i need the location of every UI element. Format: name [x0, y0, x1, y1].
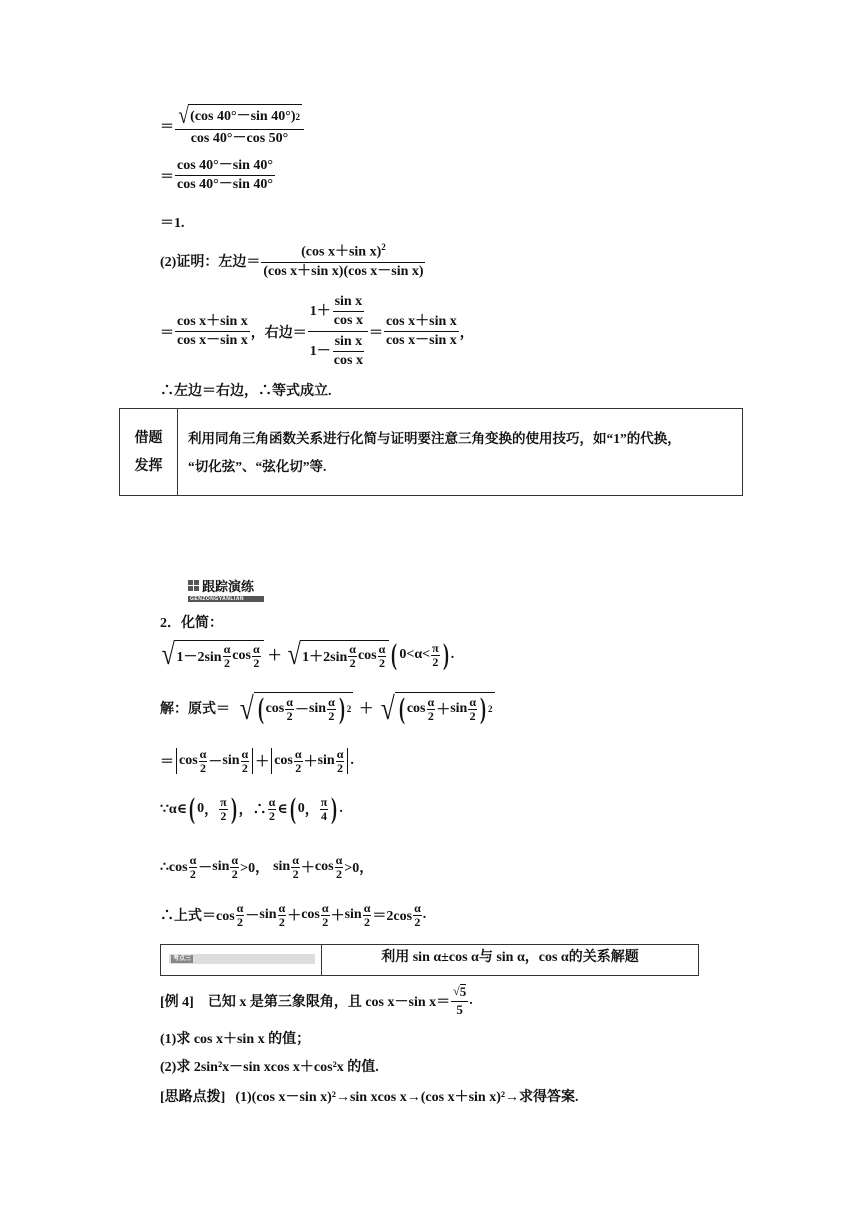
half-alpha [236, 902, 245, 928]
denominator: cos 40°－cos 50° [190, 131, 289, 146]
eq-step-3: ＝1. [160, 216, 185, 231]
sqrt: √ 1－2sin $\frac{\alpha}{2}$ cos $\frac{\alpha}{2}$ [160, 640, 264, 670]
half-alpha [285, 696, 294, 722]
numerator: α [349, 641, 356, 656]
sqrt5-over-5: √ 5 5 [453, 984, 467, 1017]
half-alpha [252, 643, 261, 669]
denominator: 2 [427, 708, 434, 723]
solution-label: 解：原式＝ [160, 702, 230, 717]
sqrt: √ 1＋2sin $\frac{\alpha}{2}$ cos $\frac{\alpha}{2}$ [286, 640, 390, 670]
numerator: α [335, 853, 343, 867]
equals-sign: ＝ [160, 325, 174, 341]
right-label: ，右边＝ [250, 325, 307, 341]
denominator: 2 [414, 914, 421, 929]
numerator: α [241, 747, 249, 761]
question-2: 2．化简： [160, 616, 223, 631]
numerator: α [278, 901, 286, 915]
denominator: 2 [223, 655, 230, 670]
numerator: 5 [459, 984, 467, 999]
section-tag: 考点三 [173, 956, 192, 962]
tip-box [119, 408, 743, 496]
proof-rhs: ＝ $\frac{\text{cos x＋sin x}}{\text{cos x－sin x}}$ ，右边＝ 1＋ $\frac{\text{sin x}}{\text{cos x}}$ 1－ $\frac{\text{sin x}}{\text{cos x}}$ ＝ $\frac{\text{cos x＋sin x}}{\text{cos x－sin x}}$ ， [160, 294, 474, 369]
denominator: 2 [241, 760, 248, 775]
numerator: α [223, 641, 231, 656]
denominator: 2 [328, 708, 335, 723]
tip-content-line1: 利用同角三角函数关系进行化简与证明要注意三角变换的使用技巧，如“1”的代换， [188, 431, 681, 446]
therefore-cos: ∴cos [160, 859, 188, 875]
denominator: 2 [253, 655, 260, 670]
equals-sign: ＝ [160, 169, 174, 185]
practice-header [188, 576, 264, 602]
hint-label: [思路点拨] [160, 1090, 226, 1105]
example-label: [例 4] [160, 994, 194, 1010]
cos-text: cos [179, 753, 198, 769]
cos-text: cos [314, 859, 334, 875]
divider [177, 409, 178, 495]
numerator: α [268, 794, 276, 809]
therefore-text: ，∴ [238, 803, 267, 818]
denominator: (cos x＋sin x)(cos x－sin x) [263, 263, 424, 279]
denominator: cos x－sin x [177, 333, 248, 349]
pi-over-2 [219, 796, 228, 822]
numerator: α [363, 901, 371, 915]
practice-subtitle: GENZONGYANLIAN [188, 596, 264, 602]
numerator: π [320, 794, 328, 809]
tip-content [188, 425, 736, 481]
denominator: 2 [335, 866, 342, 881]
denominator: cos x [333, 353, 363, 369]
sqrt: √ ( cos $\frac{\alpha}{2}$ ＋ sin $\frac{\alpha}{2}$ ) 2 [381, 690, 493, 726]
numerator: cos x＋sin x [175, 314, 250, 332]
numerator: sin x [333, 334, 365, 352]
final-result: ＝2cos [372, 909, 413, 925]
half-alpha [336, 748, 345, 774]
denominator: 2 [322, 914, 329, 929]
expr-text: 1－2sin [176, 650, 222, 665]
denominator: 2 [286, 708, 293, 723]
half-alpha [223, 643, 232, 669]
numerator: (cos x＋sin x) [301, 244, 382, 260]
tip-content-line2: “切化弦”、“弦化切”等. [188, 459, 327, 474]
numerator: α [469, 694, 477, 709]
half-alpha [278, 902, 287, 928]
prefix: 1－ [309, 343, 331, 359]
numerator: α [292, 853, 299, 867]
half-alpha [363, 902, 372, 928]
cos-text: cos [301, 907, 320, 923]
numerator: α [414, 901, 421, 915]
denominator: cos x [333, 313, 363, 329]
numerator: (cos 40°－sin 40°) [190, 108, 296, 124]
sin-text: sin [308, 701, 327, 716]
denominator: 2 [231, 866, 238, 881]
example-text: 已知 x 是第三象限角，且 cos x－sin x＝ [207, 994, 451, 1010]
numerator: cos 40°－sin 40° [175, 158, 275, 176]
denominator: 2 [200, 760, 207, 775]
proof-lhs [160, 242, 427, 280]
complex-fraction [308, 294, 368, 369]
solution-line-2: ＝ cos $\frac{\alpha}{2}$ － sin $\frac{\alpha}{2}$ ＋ cos $\frac{\alpha}{2}$ ＋ sin $\frac{\alpha}{2}$ . [160, 747, 354, 775]
numerator: α [321, 901, 329, 915]
denominator: cos 40°－sin 40° [177, 177, 273, 193]
denominator: 2 [364, 914, 371, 929]
eq-step-2 [160, 158, 276, 193]
fraction [175, 314, 250, 349]
half-alpha [230, 854, 239, 880]
numerator: cos x＋sin x [384, 314, 459, 332]
pi-over-2 [431, 642, 440, 668]
half-alpha [327, 696, 336, 722]
numerator: π [432, 640, 439, 655]
pi-over-4 [320, 796, 329, 822]
fraction [175, 158, 275, 193]
solution-line-1: 解：原式＝ √ ( cos $\frac{\alpha}{2}$ － sin $\frac{\alpha}{2}$ ) 2 ＋ √ ( cos $\frac{\alpha}{2}$ ＋ sin $\frac{\alpha}{2}$ ) 2 [160, 690, 493, 726]
sqrt: √ ( cos $\frac{\alpha}{2}$ － sin $\frac{\alpha}{2}$ ) 2 [239, 690, 352, 726]
since-text: ∵α∈ [160, 801, 188, 817]
fraction [175, 104, 304, 147]
question-expression: √ 1－2sin $\frac{\alpha}{2}$ cos $\frac{\alpha}{2}$ ＋ √ 1＋2sin $\frac{\alpha}{2}$ cos $\frac{\alpha}{2}$ ( 0<α< $\frac{\pi}{2}$ ) . [161, 638, 455, 671]
denominator: 5 [456, 1001, 463, 1017]
cos-text: cos [357, 648, 377, 663]
sin-text: sin [273, 859, 291, 875]
cos-text: cos [265, 701, 285, 716]
half-alpha [321, 902, 330, 928]
cos-text: cos [406, 701, 426, 716]
half-alpha [468, 696, 477, 722]
half-alpha [241, 748, 250, 774]
half-alpha [294, 748, 303, 774]
sqrt: √ (cos 40°－sin 40°) 2 [178, 103, 300, 129]
solution-line-3: ∵α∈ ( 0 ， $\frac{\pi}{2}$ ) ，∴ $\frac{\alpha}{2}$ ∈ ( 0 ， $\frac{\pi}{4}$ ) . [160, 792, 343, 825]
cos-text: cos [232, 648, 251, 663]
denominator: 2 [337, 760, 344, 775]
section-tag-bar [169, 954, 315, 964]
half-alpha [427, 696, 436, 722]
half-alpha [378, 643, 387, 669]
denominator: 2 [378, 655, 385, 670]
numerator: α [336, 747, 344, 761]
numerator: α [199, 747, 207, 761]
denominator: 2 [278, 914, 285, 929]
cos-text: cos [274, 753, 293, 769]
numerator: α [231, 853, 239, 867]
denominator: 2 [432, 654, 439, 669]
grid-icon [188, 580, 199, 591]
denominator: 2 [292, 866, 299, 881]
half-alpha [348, 643, 357, 669]
numerator: α [378, 641, 386, 656]
fraction [332, 334, 365, 369]
solution-line-4: ∴cos $\frac{\alpha}{2}$ － sin $\frac{\alpha}{2}$ >0， sin $\frac{\alpha}{2}$ ＋ cos $\frac{\alpha}{2}$ >0， [160, 853, 374, 881]
sin-text: sin [317, 753, 335, 769]
denominator: 4 [321, 808, 328, 823]
numerator: π [220, 794, 227, 809]
denominator: 2 [349, 655, 356, 670]
equals-sign: ＝ [368, 325, 383, 341]
denominator: 2 [220, 808, 227, 823]
fraction [384, 314, 459, 349]
final-prefix: ∴上式＝cos [160, 909, 235, 925]
numerator: α [427, 694, 435, 709]
section-header [160, 944, 699, 976]
half-alpha [199, 748, 208, 774]
sin-text: sin [344, 907, 362, 923]
denominator: 2 [269, 808, 276, 823]
gt-zero: >0， [344, 861, 374, 877]
gt-zero: >0， [240, 861, 270, 877]
half-alpha [335, 854, 344, 880]
hint-line [160, 1086, 579, 1106]
half-alpha [268, 796, 277, 822]
sin-text: sin [450, 701, 468, 716]
fraction: $\frac{(\cos x+\sin x)^2}{\text{(cos x＋sin x)(cos x－sin x)}}$ [263, 242, 424, 279]
denominator: 2 [189, 866, 196, 881]
fraction [332, 294, 365, 329]
denominator: 2 [295, 760, 302, 775]
half-alpha [189, 854, 198, 880]
section-title: 利用 sin α±cos α与 sin α，cos α的关系解题 [381, 950, 639, 965]
practice-title: 跟踪演练 [202, 579, 255, 594]
condition: 0<α< [399, 647, 431, 662]
example-4: [例 4] 已知 x 是第三象限角，且 cos x－sin x＝ √ 5 5 . [160, 984, 473, 1017]
hint-text: (1)(cos x－sin x)²→sin xcos x→(cos x＋sin x)²→求得答案. [235, 1090, 579, 1105]
equals-sign: ＝ [160, 755, 174, 771]
half-alpha [291, 854, 300, 880]
zero: 0 [297, 801, 305, 816]
denominator: cos x－sin x [385, 333, 457, 349]
expr-text: 1＋2sin [302, 650, 348, 665]
numerator: α [236, 901, 244, 915]
numerator: α [189, 853, 197, 867]
numerator: α [286, 694, 293, 709]
zero: 0 [197, 801, 205, 816]
denominator: 2 [469, 708, 476, 723]
solution-line-5: ∴上式＝cos $\frac{\alpha}{2}$ － sin $\frac{\alpha}{2}$ ＋ cos $\frac{\alpha}{2}$ ＋ sin $\frac{\alpha}{2}$ ＝2cos $\frac{\alpha}{2}$ . [160, 901, 427, 929]
prefix: 1＋ [309, 303, 331, 319]
numerator: sin x [333, 294, 365, 312]
half-alpha [413, 902, 422, 928]
numerator: α [252, 641, 260, 656]
example-q2: (2)求 2sin²x－sin xcos x＋cos²x 的值. [160, 1060, 379, 1075]
sin-text: sin [259, 907, 277, 923]
tip-label [120, 425, 177, 481]
tip-label-line2: 发挥 [134, 459, 163, 474]
sin-text: sin [222, 753, 240, 769]
example-q1: (1)求 cos x＋sin x 的值； [160, 1032, 311, 1047]
numerator: α [328, 694, 335, 709]
numerator: α [294, 747, 302, 761]
equals-sign: ＝ [160, 119, 174, 135]
proof-conclusion: ∴左边＝右边，∴等式成立. [160, 384, 332, 399]
tip-label-line1: 借题 [134, 431, 163, 446]
sin-text: sin [212, 859, 230, 875]
proof-label: (2)证明：左边＝ [160, 254, 261, 270]
denominator: 2 [237, 914, 244, 929]
eq-step-1 [160, 104, 305, 147]
